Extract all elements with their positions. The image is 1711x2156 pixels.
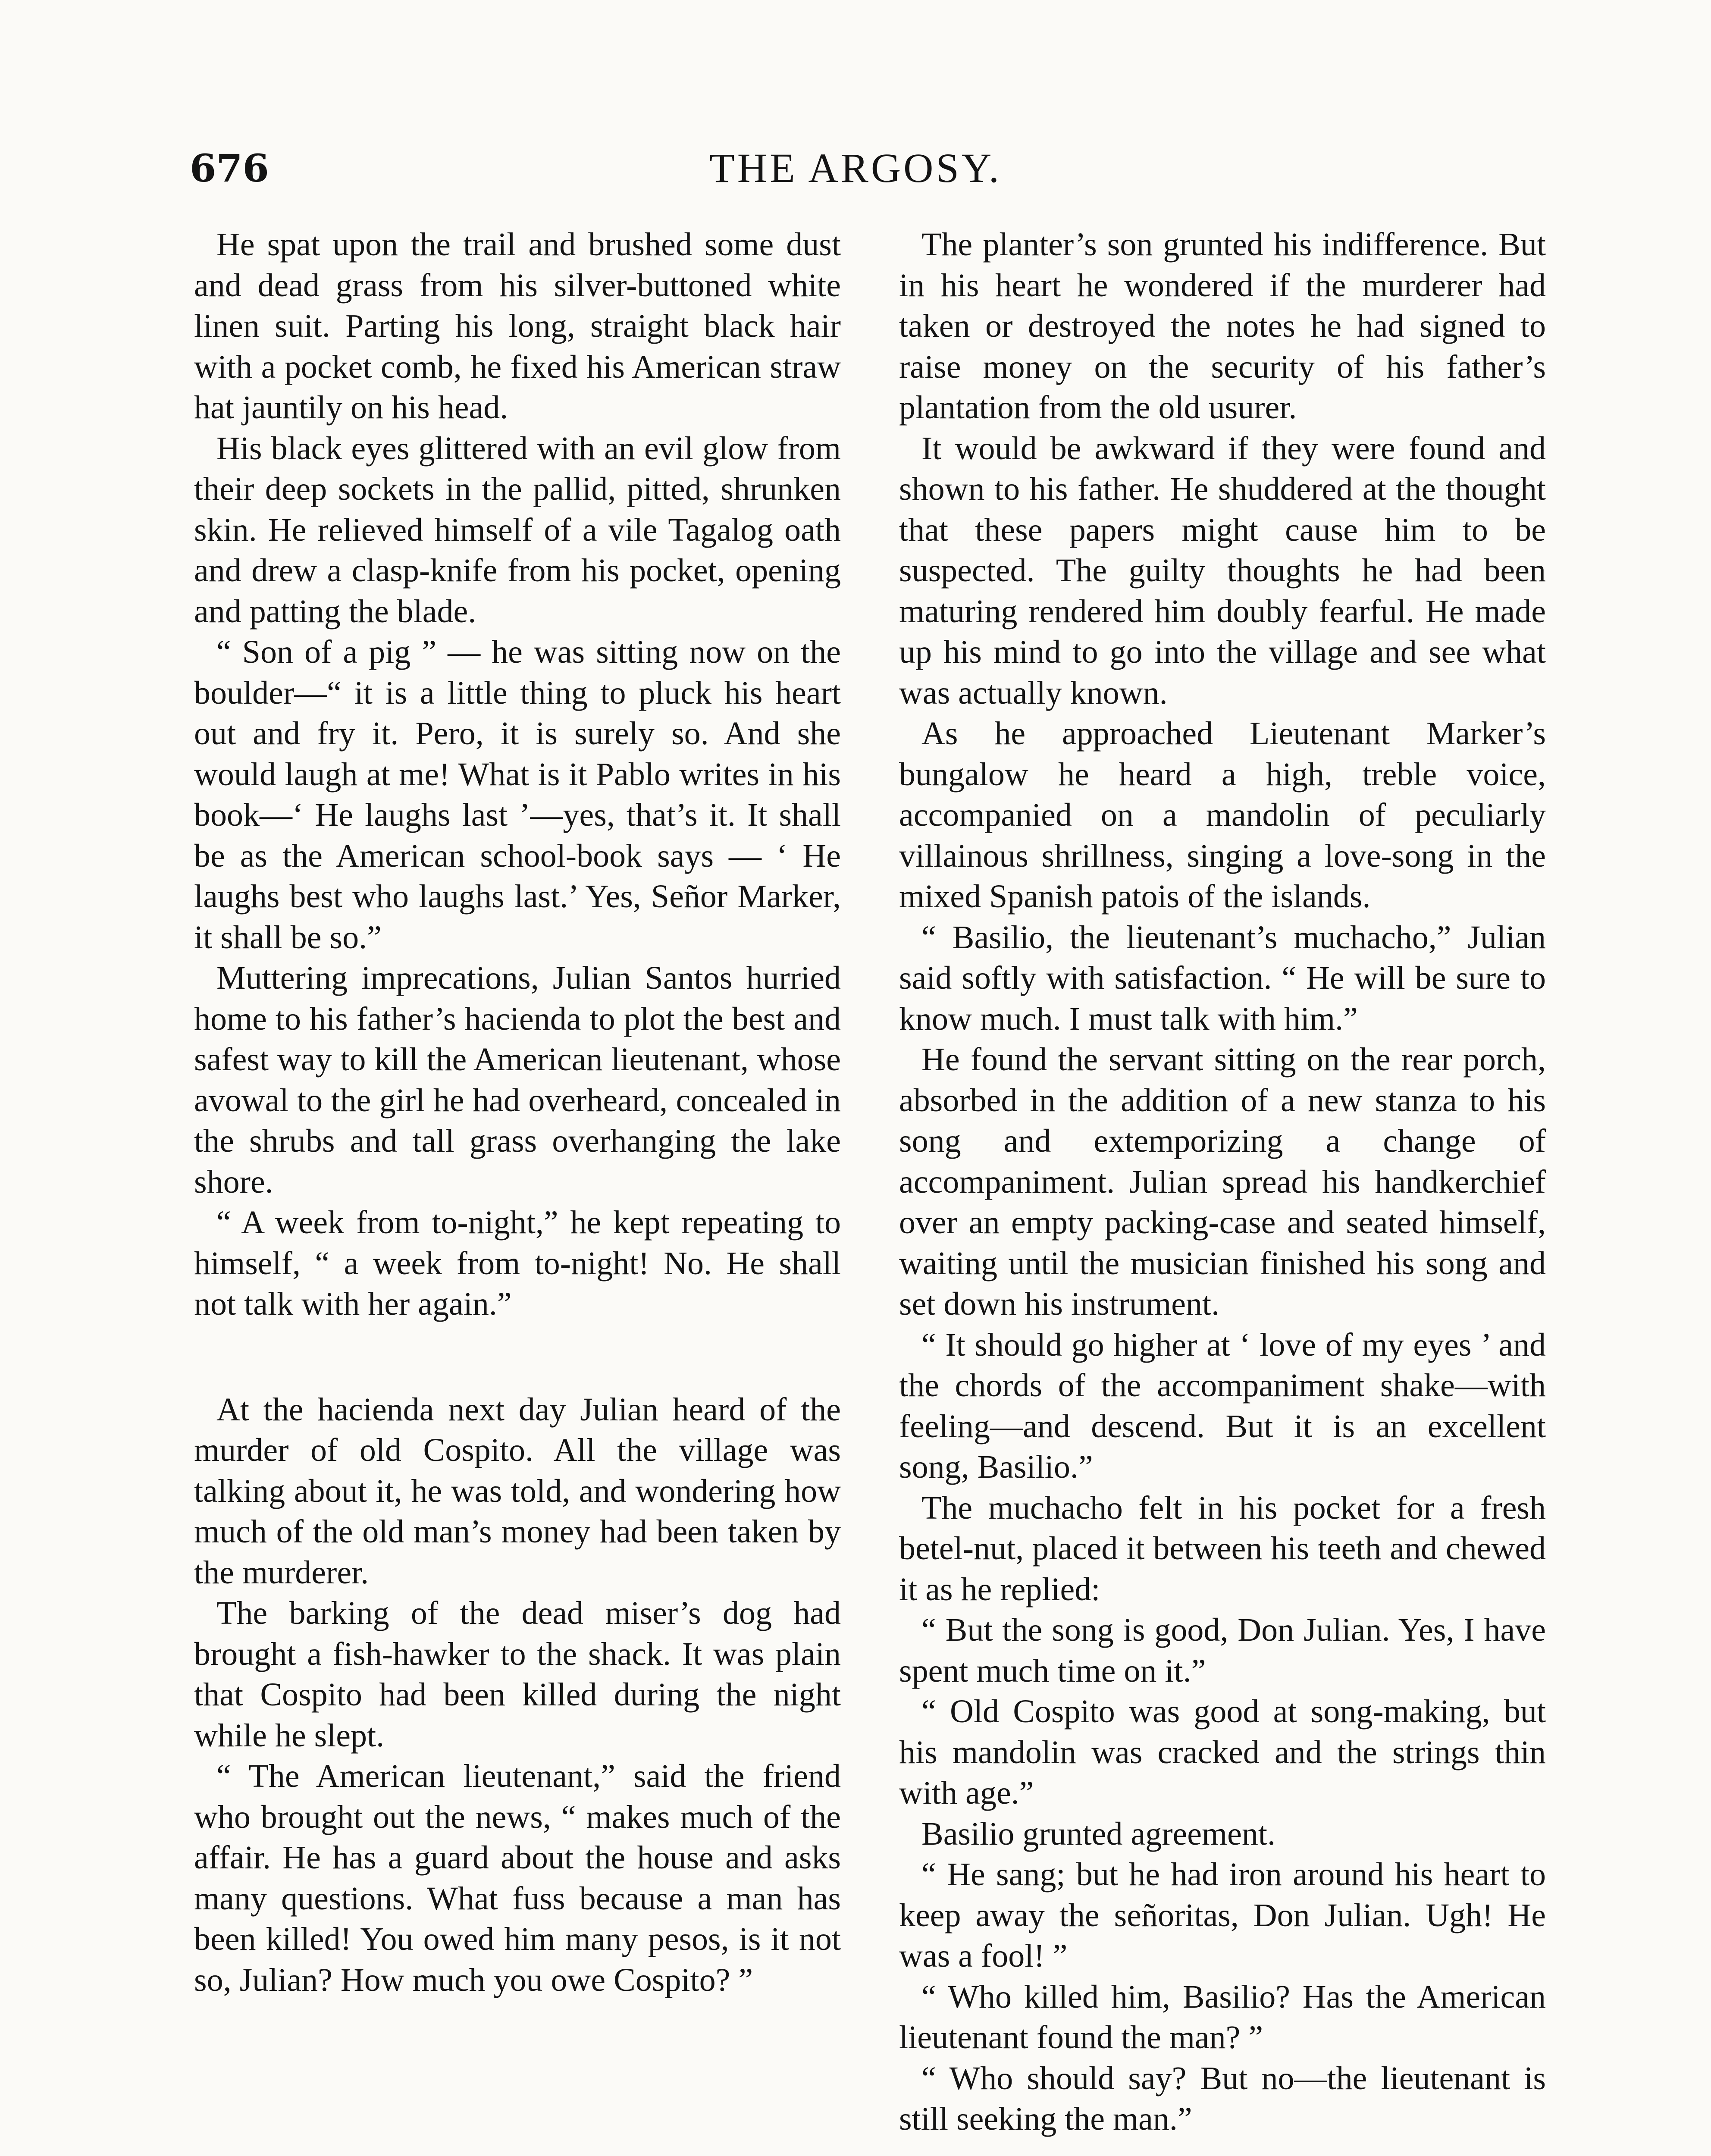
- paragraph: Basilio grunted agreement.: [921, 1815, 1275, 1852]
- paragraph: “ Old Cospito was good at song-making, but his mandolin was cracked and the strings thin with age.”: [899, 1693, 1546, 1811]
- paragraph: “ The American lieutenant,” said the friend who brought out the news, “ makes much of the affair. He has a guard about the house and asks many questions. What fuss because a man has been killed! You owed him many pesos, is it not so, Julian? How much you owe Cospito? ”: [194, 1758, 841, 1998]
- paragraph: His black eyes glittered with an evil glow from their deep sockets in the pallid, pitted, shrunken skin. He relieved himself of a vile Tagalog oath and drew a clasp-knife from his pocket, opening and patting the blade.: [194, 430, 841, 630]
- paragraph: “ Basilio, the lieutenant’s muchacho,” Julian said softly with satisfaction. “ He will be sure to know much. I must talk with him.”: [899, 919, 1546, 1037]
- paragraph: “ It should go higher at ‘ love of my eyes ’ and the chords of the accompaniment shake—with feeling—and descend. But it is an excellent song, Basilio.”: [899, 1326, 1546, 1485]
- paragraph: “ He sang; but he had iron around his heart to keep away the señoritas, Don Julian. Ugh! He was a fool! ”: [899, 1856, 1546, 1974]
- paragraph: The barking of the dead miser’s dog had brought a fish-hawker to the shack. It was plain that Cospito had been killed during the night while he slept.: [194, 1595, 841, 1754]
- paragraph: At the hacienda next day Julian heard of the murder of old Cospito. All the village was talking about it, he was told, and wondering how much of the old man’s money had been taken by the murderer.: [194, 1391, 841, 1591]
- page-number: 676: [190, 146, 269, 191]
- section-break: [194, 1325, 841, 1389]
- paragraph: As he approached Lieutenant Marker’s bungalow he heard a high, treble voice, accompanied on a mandolin of peculiarly villainous shrillness, singing a love-song in the mixed Spanish patois of the islands.: [899, 715, 1546, 915]
- paragraph: He found the servant sitting on the rear porch, absorbed in the addition of a new stanza to his song and extemporizing a change of accompaniment. Julian spread his handkerchief over an empty packing-case and seated himself, waiting until the musician finished his song and set down his instrument.: [899, 1041, 1546, 1322]
- paragraph: It would be awkward if they were found and shown to his father. He shuddered at the thought that these papers might cause him to be suspected. The guilty thoughts he had been maturing rendered him doubly fearful. He made up his mind to go into the village and see what was actually known.: [899, 430, 1546, 711]
- right-column: [899, 224, 1546, 2140]
- paragraph: The planter’s son grunted his indifference. But in his heart he wondered if the murderer had taken or destroyed the notes he had signed to raise money on the security of his father’s plantation from the old usurer.: [899, 226, 1546, 426]
- paragraph: “ But the song is good, Don Julian. Yes, I have spent much time on it.”: [899, 1612, 1546, 1689]
- paragraph: Muttering imprecations, Julian Santos hurried home to his father’s hacienda to plot the best and safest way to kill the American lieutenant, whose avowal to the girl he had overheard, concealed in the shrubs and tall grass overhanging the lake shore.: [194, 960, 841, 1200]
- left-column: [194, 224, 841, 2000]
- paragraph: “ Son of a pig ” — he was sitting now on the boulder—“ it is a little thing to pluck his heart out and fry it. Pero, it is surely so. And she would laugh at me! What is it Pablo writes in his book—‘ He laughs last ’—yes, that’s it. It shall be as the American school-book says — ‘ He laughs best who laughs last.’ Yes, Señor Marker, it shall be so.”: [194, 634, 841, 956]
- page-header: [0, 142, 1711, 194]
- paragraph: He spat upon the trail and brushed some dust and dead grass from his silver-buttoned white linen suit. Parting his long, straight black hair with a pocket comb, he fixed his American straw hat jauntily on his head.: [194, 226, 841, 426]
- paragraph: The muchacho felt in his pocket for a fresh betel-nut, placed it between his teeth and chewed it as he replied:: [899, 1489, 1546, 1608]
- paragraph: “ A week from to-night,” he kept repeating to himself, “ a week from to-night! No. He shall not talk with her again.”: [194, 1204, 841, 1322]
- running-title: THE ARGOSY.: [709, 145, 1002, 191]
- paragraph: “ Who should say? But no—the lieutenant is still seeking the man.”: [899, 2060, 1546, 2137]
- paragraph: “ Who killed him, Basilio? Has the American lieutenant found the man? ”: [899, 1978, 1546, 2056]
